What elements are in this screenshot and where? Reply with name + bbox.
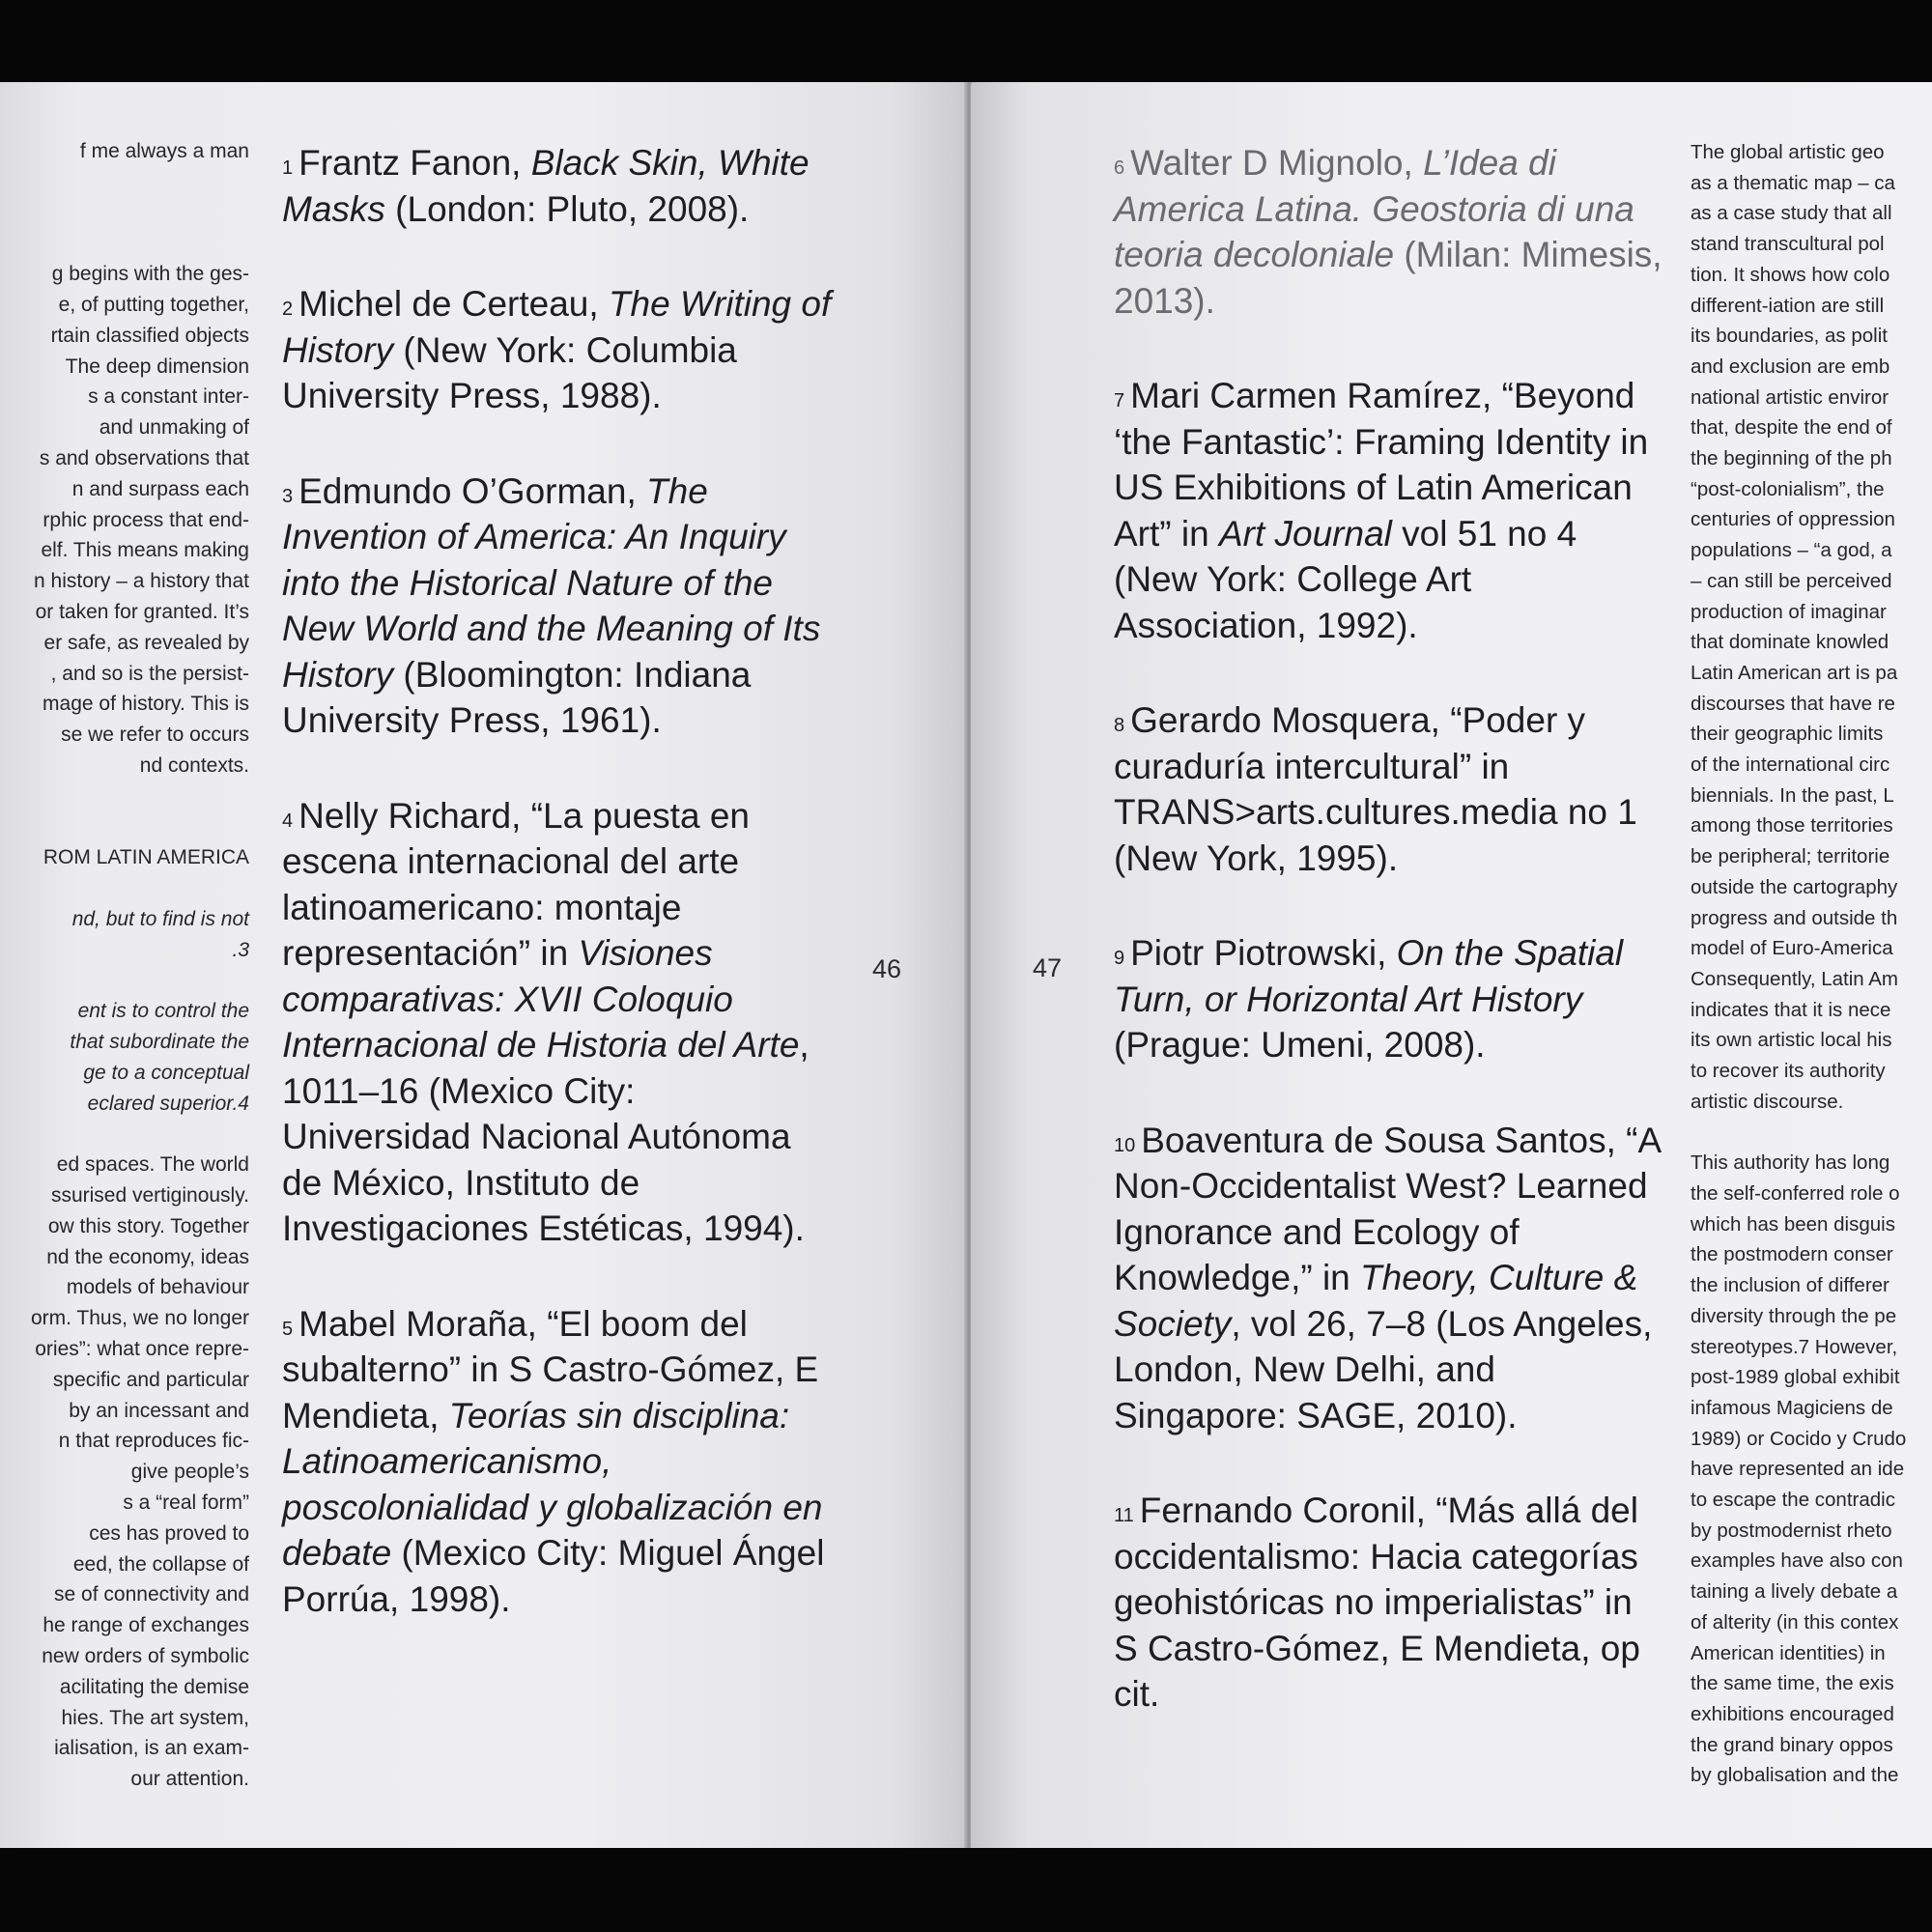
- right-footnotes: [1114, 140, 1664, 1767]
- body-line: infamous Magiciens de: [1690, 1396, 1893, 1419]
- body-line: [31, 812, 249, 843]
- body-line: Latin American art is pa: [1690, 661, 1898, 684]
- footnote-text: Michel de Certeau,: [298, 284, 609, 324]
- footnote-text: Gerardo Mosquera, “Poder y curaduría intercultural” in TRANS>arts.cultures.media no 1 (New York, 1995).: [1114, 700, 1637, 878]
- body-line: s a constant inter-: [88, 385, 249, 409]
- body-line: the postmodern conser: [1690, 1243, 1893, 1266]
- body-line: as a thematic map – ca: [1690, 171, 1895, 194]
- body-line: new orders of symbolic: [42, 1645, 249, 1668]
- footnote: [1114, 140, 1664, 324]
- body-line: [31, 198, 249, 229]
- body-line: as a case study that all: [1690, 202, 1892, 225]
- footnote-text: Edmundo O’Gorman,: [298, 470, 647, 511]
- left-footnotes: [282, 140, 833, 1671]
- body-line: 1989) or Cocido y Crudo: [1690, 1427, 1907, 1450]
- body-line: the beginning of the ph: [1690, 447, 1892, 470]
- footnote-text: , 1011–16 (Mexico City: Universidad Nacional Autónoma de México, Instituto de Investigaciones Estéticas, 1994).: [282, 1025, 810, 1248]
- footnote: [282, 140, 833, 232]
- body-line: progress and outside th: [1690, 906, 1898, 929]
- footnote: [1114, 1118, 1664, 1439]
- body-line: hies. The art system,: [61, 1706, 249, 1729]
- footnote-text: Walter D Mignolo,: [1130, 143, 1424, 183]
- body-line: post-1989 global exhibit: [1690, 1366, 1900, 1389]
- footnote-text: (Milan: Mimesis, 2013).: [1114, 235, 1662, 321]
- body-line: acilitating the demise: [59, 1675, 249, 1698]
- body-line: se we refer to occurs: [61, 724, 249, 747]
- body-line: the same time, the exis: [1690, 1672, 1894, 1695]
- footnote-text: (Mexico City: Miguel Ángel Porrúa, 1998).: [282, 1533, 825, 1619]
- body-line: centuries of oppression: [1690, 508, 1895, 531]
- body-line: g begins with the ges-: [51, 263, 249, 286]
- footnote-number: 7: [1114, 390, 1125, 412]
- body-line: .3: [232, 938, 249, 961]
- footnote-number: 8: [1114, 715, 1125, 736]
- footnote-text: Mabel Moraña, “El boom del subalterno” in S Castro-Gómez, E Mendieta,: [282, 1303, 819, 1435]
- body-line: [31, 228, 249, 259]
- right-page: [971, 82, 1932, 1848]
- body-line: examples have also con: [1690, 1549, 1903, 1573]
- body-line: outside the cartography: [1690, 875, 1898, 898]
- footnote-title: L’Idea di America Latina. Geostoria di una teoria decoloniale: [1114, 143, 1634, 274]
- body-line: that subordinate the: [70, 1031, 249, 1054]
- page-number-right: 47: [1033, 953, 1063, 982]
- body-line: ent is to control the: [77, 1000, 249, 1023]
- body-line: its own artistic local his: [1690, 1029, 1892, 1052]
- body-line: The deep dimension: [65, 355, 249, 378]
- footnote: [1114, 930, 1664, 1068]
- body-line: populations – “a god, a: [1690, 539, 1892, 562]
- body-line: eclared superior.4: [87, 1092, 249, 1115]
- footnote-title: Teorías sin disciplina: Latinoamericanismo, poscolonialidad y globalización en debate: [282, 1395, 823, 1573]
- footnote-text: vol 51 no 4 (New York: College Art Association, 1992).: [1114, 513, 1577, 645]
- body-line: model of Euro-America: [1690, 937, 1893, 960]
- footnote-text: (Bloomington: Indiana University Press, 1961).: [282, 654, 752, 740]
- body-line: [31, 781, 249, 812]
- body-line: elf. This means making: [41, 539, 249, 562]
- body-line: – can still be perceived: [1690, 569, 1892, 592]
- body-line: ssurised vertiginously.: [50, 1184, 249, 1208]
- body-line: tion. It shows how colo: [1690, 263, 1890, 286]
- body-line: ories”: what once repre-: [35, 1338, 249, 1361]
- footnote-title: Black Skin, White Masks: [282, 143, 810, 229]
- body-line: stereotypes.7 However,: [1690, 1335, 1898, 1358]
- footnote-text: (Prague: Umeni, 2008).: [1114, 1025, 1486, 1065]
- body-line: by globalisation and the: [1690, 1764, 1899, 1787]
- footnote-text: (New York: Columbia University Press, 1988).: [282, 329, 737, 415]
- footnote: [282, 1301, 833, 1623]
- body-line: of the international circ: [1690, 753, 1890, 777]
- body-line: nd contexts.: [139, 753, 249, 777]
- body-line: our attention.: [130, 1768, 249, 1791]
- body-line: mage of history. This is: [43, 693, 249, 716]
- body-line: ow this story. Together: [47, 1214, 249, 1237]
- right-body-text: [1690, 137, 1906, 1791]
- body-line: he range of exchanges: [43, 1614, 249, 1637]
- body-line: rphic process that end-: [43, 508, 249, 531]
- body-line: and exclusion are emb: [1690, 355, 1890, 378]
- footnote-text: Nelly Richard, “La puesta en escena internacional del arte latinoamericano: montaje representación” in: [282, 795, 750, 973]
- body-line: and unmaking of: [99, 416, 249, 440]
- body-line: [1690, 1118, 1906, 1149]
- body-line: ge to a conceptual: [83, 1061, 249, 1084]
- body-line: ialisation, is an exam-: [54, 1737, 249, 1760]
- body-line: the inclusion of differer: [1690, 1274, 1889, 1297]
- footnote-text: Mari Carmen Ramírez, “Beyond ‘the Fantastic’: Framing Identity in US Exhibitions of Latin American Art” in: [1114, 376, 1649, 554]
- body-line: the self-conferred role o: [1690, 1182, 1900, 1205]
- page-number-left: 46: [872, 954, 902, 983]
- body-line: nd the economy, ideas: [46, 1245, 249, 1268]
- body-line: specific and particular: [52, 1368, 249, 1391]
- footnote-text: , vol 26, 7–8 (Los Angeles, London, New Delhi, and Singapore: SAGE, 2010).: [1114, 1303, 1653, 1435]
- body-line: orm. Thus, we no longer: [30, 1307, 249, 1330]
- body-line: discourses that have re: [1690, 692, 1895, 715]
- footnote-title: The Writing of History: [282, 284, 832, 370]
- footnote-title: The Invention of America: An Inquiry into the Historical Nature of the New World and the Meaning of Its History: [282, 470, 821, 695]
- footnote-text: Boaventura de Sousa Santos, “A Non-Occidentalist West? Learned Ignorance and Ecology of Knowledge,” in: [1114, 1120, 1661, 1297]
- body-line: ROM LATIN AMERICA: [43, 846, 249, 869]
- footnote-number: 1: [282, 157, 294, 179]
- body-line: models of behaviour: [66, 1276, 249, 1299]
- body-line: give people’s: [130, 1461, 249, 1484]
- body-line: se of connectivity and: [54, 1583, 249, 1606]
- footnote-text: Frantz Fanon,: [298, 143, 531, 183]
- body-line: different-iation are still: [1690, 294, 1885, 317]
- body-line: “post-colonialism”, the: [1690, 477, 1885, 500]
- left-body-column-clip: [0, 82, 253, 1848]
- body-line: diversity through the pe: [1690, 1304, 1897, 1327]
- body-line: among those territories: [1690, 814, 1893, 838]
- body-line: [31, 1120, 249, 1151]
- body-line: or taken for granted. It’s: [35, 600, 249, 623]
- body-line: , and so is the persist-: [50, 662, 249, 685]
- footnote-number: 9: [1114, 948, 1125, 969]
- body-line: artistic discourse.: [1690, 1090, 1844, 1113]
- body-line: production of imaginar: [1690, 600, 1887, 623]
- body-line: This authority has long: [1690, 1151, 1890, 1175]
- body-line: its boundaries, as polit: [1690, 325, 1888, 348]
- body-line: biennials. In the past, L: [1690, 783, 1894, 807]
- footnote-number: 10: [1114, 1134, 1136, 1156]
- body-line: f me always a man: [79, 140, 249, 162]
- body-line: be peripheral; territorie: [1690, 845, 1890, 868]
- footnote-number: 6: [1114, 157, 1125, 179]
- body-line: by postmodernist rheto: [1690, 1519, 1892, 1542]
- body-line: of alterity (in this contex: [1690, 1610, 1899, 1634]
- body-line: s a “real form”: [123, 1492, 249, 1515]
- footnote: [282, 281, 833, 419]
- footnote-text: Fernando Coronil, “Más allá del occidentalismo: Hacia categorías geohistóricas no imperialistas” in S Castro-Gómez, E Mendieta, op cit.: [1114, 1491, 1640, 1714]
- footnote-title: On the Spatial Turn, or Horizontal Art History: [1114, 933, 1624, 1019]
- body-line: ed spaces. The world: [56, 1153, 249, 1177]
- body-line: indicates that it is nece: [1690, 998, 1891, 1021]
- footnote-text: Piotr Piotrowski,: [1130, 933, 1397, 973]
- right-body-column-clip: [1690, 82, 1932, 1848]
- footnote-title: Visiones comparativas: XVII Coloquio Internacional de Historia del Arte: [282, 933, 800, 1065]
- footnote-title: Theory, Culture & Society: [1114, 1258, 1638, 1344]
- footnote-number: 5: [282, 1318, 294, 1340]
- body-line: n that reproduces fic-: [58, 1430, 249, 1453]
- body-line: that, despite the end of: [1690, 416, 1892, 440]
- footnote-text: (London: Pluto, 2008).: [384, 188, 750, 229]
- body-line: eed, the collapse of: [72, 1552, 249, 1576]
- body-line: national artistic enviror: [1690, 385, 1889, 409]
- body-line: s and observations that: [39, 446, 249, 469]
- body-line: American identities) in: [1690, 1641, 1886, 1664]
- body-line: the grand binary oppos: [1690, 1733, 1893, 1756]
- body-line: stand transcultural pol: [1690, 233, 1885, 256]
- footnote-title: Art Journal: [1218, 513, 1392, 554]
- footnote: [282, 793, 833, 1252]
- body-line: e, of putting together,: [58, 293, 249, 316]
- footnote-number: 11: [1114, 1505, 1134, 1526]
- left-body-text: [31, 136, 249, 1795]
- footnote: [1114, 1488, 1664, 1718]
- body-line: taining a lively debate a: [1690, 1580, 1898, 1604]
- body-line: n and surpass each: [71, 477, 249, 500]
- body-line: nd, but to find is not: [71, 907, 249, 930]
- footnote: [1114, 697, 1664, 881]
- body-line: n history – a history that: [34, 570, 249, 593]
- body-line: er safe, as revealed by: [43, 631, 249, 654]
- body-line: exhibitions encouraged: [1690, 1702, 1894, 1725]
- body-line: [31, 873, 249, 904]
- body-line: [31, 167, 249, 198]
- body-line: Consequently, Latin Am: [1690, 967, 1898, 990]
- body-line: by an incessant and: [69, 1399, 249, 1422]
- body-line: have represented an ide: [1690, 1458, 1905, 1481]
- left-page: [0, 82, 969, 1848]
- body-line: ces has proved to: [89, 1521, 249, 1545]
- footnote-number: 3: [282, 485, 294, 507]
- body-line: to recover its authority: [1690, 1060, 1886, 1083]
- body-line: which has been disguis: [1690, 1212, 1895, 1236]
- body-line: that dominate knowled: [1690, 631, 1889, 654]
- body-line: their geographic limits: [1690, 723, 1884, 746]
- footnote: [282, 469, 833, 744]
- body-line: to escape the contradic: [1690, 1489, 1895, 1512]
- body-line: [31, 966, 249, 997]
- body-line: The global artistic geo: [1690, 141, 1885, 163]
- footnote: [1114, 373, 1664, 648]
- footnote-number: 4: [282, 810, 294, 832]
- footnote-number: 2: [282, 298, 294, 320]
- body-line: rtain classified objects: [50, 324, 249, 347]
